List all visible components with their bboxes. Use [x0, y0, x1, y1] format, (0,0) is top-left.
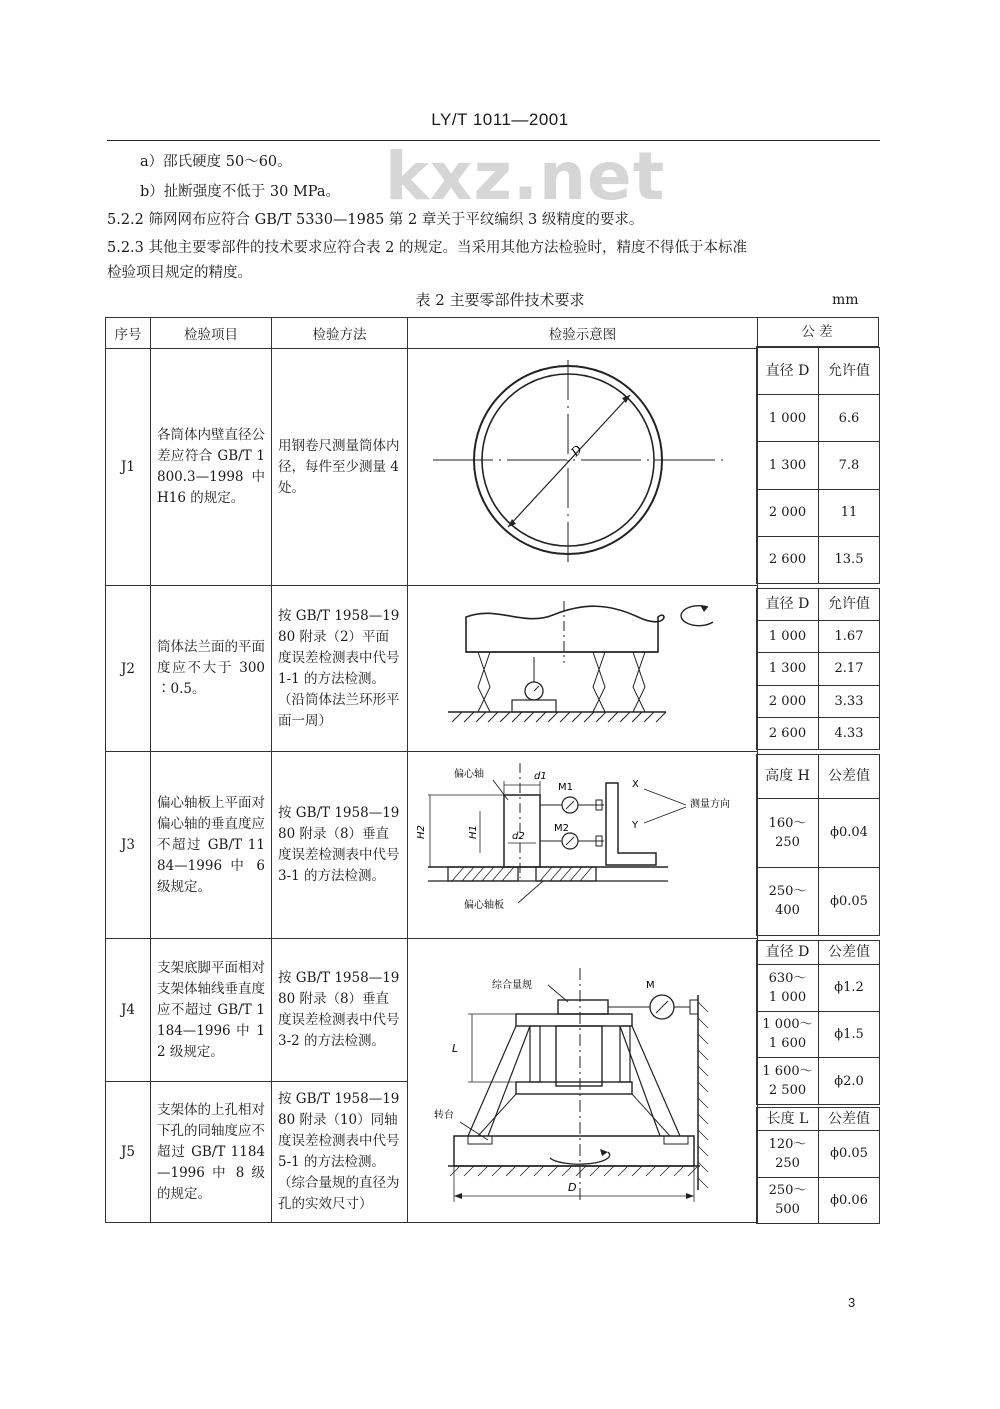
clause-5-2-2: 5.2.2 筛网网布应符合 GB/T 5330—1985 第 2 章关于平纹编织 3 级精度的要求。: [107, 212, 644, 228]
svg-text:H2: H2: [416, 824, 427, 839]
flange-flatness-diagram: [408, 587, 758, 751]
row-item: 支架底脚平面相对支架体轴线垂直度应不超过 GB/T 1184—1996 中 12 级规定。: [151, 939, 272, 1082]
row-item: 偏心轴板上平面对偏心轴的垂直度应不超过 GB/T 1184—1996 中 6 级规定。: [151, 752, 272, 939]
row-item: 支架体的上孔相对下孔的同轴度应不超过 GB/T 1184—1996 中 8 级的规定。: [151, 1082, 272, 1223]
row-code: J3: [106, 752, 151, 939]
svg-text:M2: M2: [554, 822, 569, 834]
svg-text:d2: d2: [512, 830, 525, 842]
figure-j2: [408, 586, 758, 752]
row-item: 各筒体内壁直径公差应符合 GB/T 1800.3—1998 中 H16 的规定。: [151, 349, 272, 586]
row-code: J2: [106, 586, 151, 752]
diameter-label: D: [568, 441, 585, 459]
header-tolerance: 公 差: [756, 317, 879, 347]
svg-text:D: D: [568, 1180, 577, 1194]
standard-code-header: LY/T 1011—2001: [431, 110, 569, 129]
header-no: 序号: [106, 318, 151, 349]
table-caption: 表 2 主要零部件技术要求: [415, 291, 585, 309]
tolerance-table-j5: 长度 L 公差值 120～ 250 ϕ0.05 250～ 500 ϕ0.06: [756, 1107, 880, 1224]
row-method: 按 GB/T 1958—1980 附录（2）平面度误差检测表中代号 1-1 的方法检测。（沿筒体法兰环形平面一周）: [272, 586, 408, 752]
table-unit: mm: [832, 292, 859, 308]
tolerance-table-j1: 直径 D 允许值 1 000 6.6 1 300 7.8 2 000 11 2 600 13.5: [756, 347, 880, 584]
clause-5-2-3: 5.2.3 其他主要零部件的技术要求应符合表 2 的规定。当采用其他方法检验时，精度不得低于本标准: [107, 240, 747, 256]
tolerance-table-j3: 高度 H 公差值 160～ 250 ϕ0.04 250～ 400 ϕ0.05: [756, 754, 880, 936]
requirements-table: [105, 317, 758, 1223]
table-row: [106, 939, 758, 1082]
figure-j1: [408, 349, 758, 586]
row-method: 按 GB/T 1958—1980 附录（8）垂直度误差检测表中代号 3-2 的方法检测。: [272, 939, 408, 1082]
svg-text:M: M: [646, 979, 655, 991]
svg-text:综合量规: 综合量规: [492, 979, 532, 991]
watermark: kxz.net: [385, 138, 666, 215]
svg-text:M1: M1: [558, 781, 573, 793]
figure-j3: [408, 752, 758, 939]
row-method: 用钢卷尺测量筒体内径，每件至少测量 4 处。: [272, 349, 408, 586]
tolerance-table-j4: 直径 D 公差值 630～ 1 000 ϕ1.2 1 000～ 1 600 ϕ1.5 1 600～ 2 500 ϕ2.0: [756, 940, 880, 1105]
row-code: J4: [106, 939, 151, 1082]
svg-text:d1: d1: [534, 770, 547, 782]
page-number: 3: [848, 1295, 856, 1310]
row-code: J1: [106, 349, 151, 586]
svg-text:测量方向: 测量方向: [690, 798, 730, 810]
header-method: 检验方法: [272, 318, 408, 349]
clause-a: a）邵氏硬度 50～60。: [140, 154, 292, 170]
table-row: [106, 349, 758, 586]
table-row: [106, 586, 758, 752]
header-item: 检验项目: [151, 318, 272, 349]
header-figure: 检验示意图: [408, 318, 758, 349]
figure-j4-j5: [408, 939, 758, 1223]
svg-text:偏心轴: 偏心轴: [454, 768, 484, 780]
svg-text:X: X: [632, 778, 639, 790]
svg-text:Y: Y: [632, 819, 639, 831]
svg-text:转台: 转台: [434, 1109, 454, 1121]
svg-text:H1: H1: [468, 824, 479, 839]
svg-text:偏心轴板: 偏心轴板: [464, 899, 504, 911]
tolerance-table-j2: 直径 D 允许值 1 000 1.67 1 300 2.17 2 000 3.33 2 600 4.33: [756, 588, 880, 750]
ring-diameter-diagram: [408, 350, 758, 585]
clause-5-2-3-cont: 检验项目规定的精度。: [107, 265, 252, 281]
row-method: 按 GB/T 1958—1980 附录（10）同轴度误差检测表中代号 5-1 的方法检测。（综合量规的直径为孔的实效尺寸）: [272, 1082, 408, 1223]
coaxiality-diagram: [408, 940, 758, 1222]
row-method: 按 GB/T 1958—1980 附录（8）垂直度误差检测表中代号 3-1 的方法检测。: [272, 752, 408, 939]
row-item: 筒体法兰面的平面度应不大于 300∶0.5。: [151, 586, 272, 752]
table-row: [106, 752, 758, 939]
clause-b: b）扯断强度不低于 30 MPa。: [140, 184, 341, 200]
perpendicularity-diagram: [408, 753, 758, 938]
svg-text:L: L: [452, 1041, 459, 1055]
row-code: J5: [106, 1082, 151, 1223]
